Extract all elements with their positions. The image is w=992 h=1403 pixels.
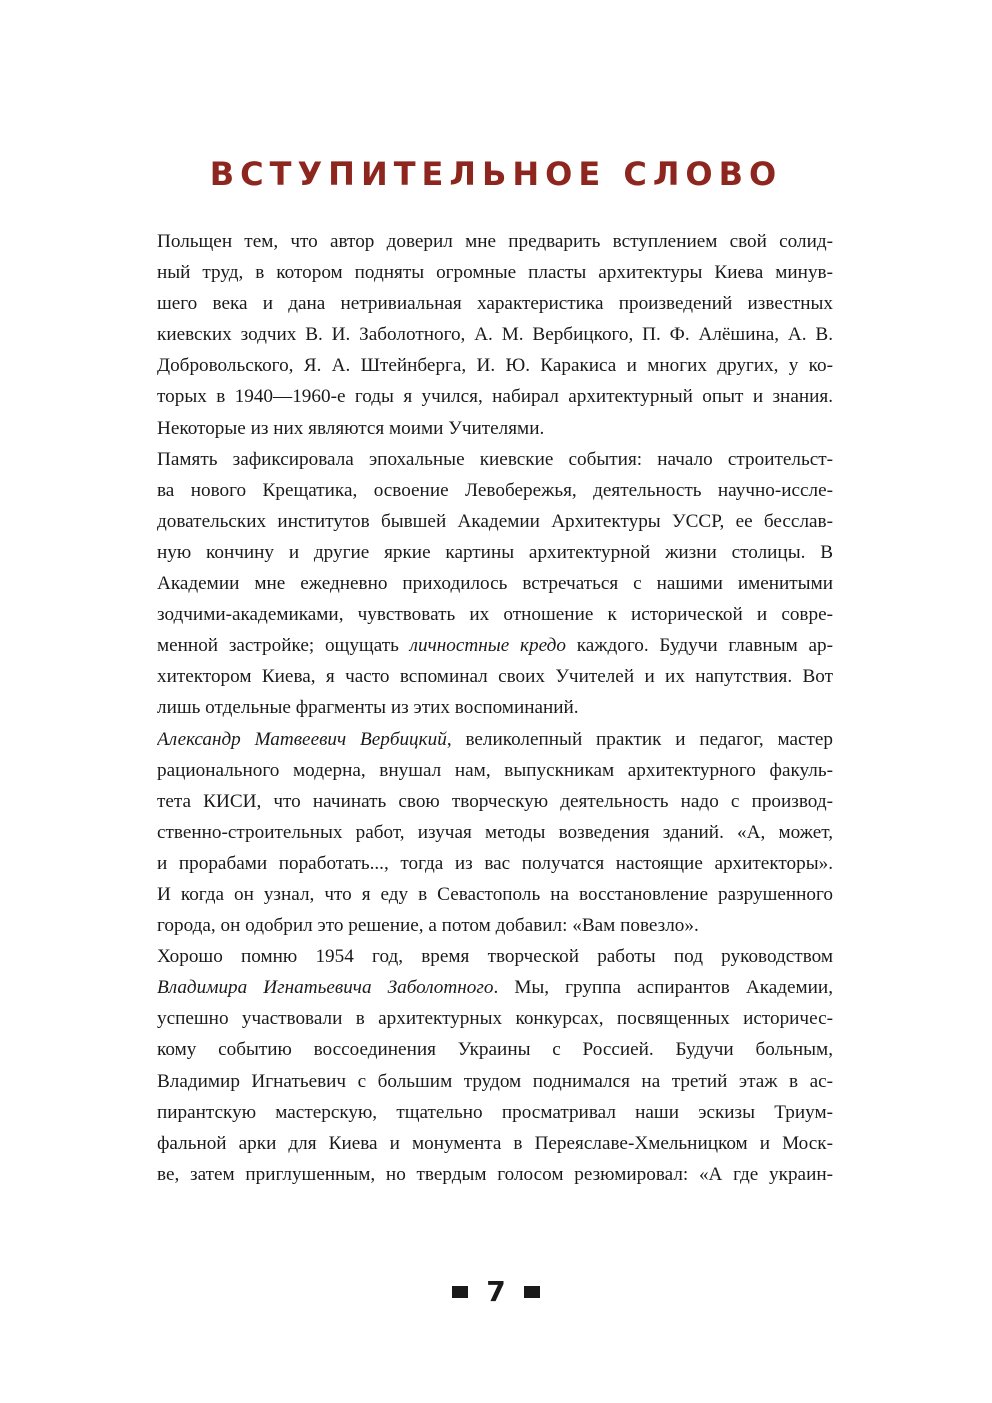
text-line bbox=[157, 1034, 833, 1065]
text-segment: успешно участвовали в архитектурных конкурсах, посвященных историчес- bbox=[157, 1008, 833, 1030]
text-line bbox=[157, 319, 833, 350]
text-segment: Некоторые из них являются моими Учителями. bbox=[157, 417, 545, 439]
text-line bbox=[157, 288, 833, 319]
text-segment: Хорошо помню 1954 год, время творческой работы под руководством bbox=[157, 946, 833, 968]
text-line bbox=[157, 941, 833, 972]
text-line bbox=[157, 257, 833, 288]
text-line bbox=[157, 817, 833, 848]
text-line bbox=[157, 755, 833, 786]
text-line bbox=[157, 599, 833, 630]
text-segment: . Мы, группа аспирантов Академии, bbox=[493, 977, 833, 999]
text-line bbox=[157, 910, 833, 941]
text-line bbox=[157, 537, 833, 568]
text-segment: пирантскую мастерскую, тщательно просматривал наши эскизы Триум- bbox=[157, 1101, 833, 1123]
footer-square-left bbox=[452, 1286, 468, 1298]
text-line bbox=[157, 1066, 833, 1097]
text-segment: рационального модерна, внушал нам, выпускникам архитектурного факуль- bbox=[157, 759, 833, 781]
text-segment: ве, затем приглушенным, но твердым голосом резюмировал: «А где украин- bbox=[157, 1163, 833, 1185]
text-segment: , великолепный практик и педагог, мастер bbox=[446, 728, 833, 750]
text-segment: города, он одобрил это решение, а потом добавил: «Вам повезло». bbox=[157, 915, 699, 937]
text-line bbox=[157, 786, 833, 817]
text-segment: хитектором Киева, я часто вспоминал своих Учителей и их напутствия. Вот bbox=[157, 666, 833, 688]
text-line bbox=[157, 848, 833, 879]
text-line bbox=[157, 1128, 833, 1159]
italic-text-segment: личностные кредо bbox=[409, 635, 566, 657]
text-line bbox=[157, 475, 833, 506]
text-segment: ственно-строительных работ, изучая методы возведения зданий. «А, может, bbox=[157, 821, 833, 843]
page-footer bbox=[0, 1272, 992, 1312]
text-line bbox=[157, 972, 833, 1003]
text-segment: лишь отдельные фрагменты из этих воспоминаний. bbox=[157, 697, 579, 719]
text-segment: тета КИСИ, что начинать свою творческую деятельность надо с производ- bbox=[157, 790, 833, 812]
text-line bbox=[157, 879, 833, 910]
text-line bbox=[157, 350, 833, 381]
text-line bbox=[157, 568, 833, 599]
text-segment: Память зафиксировала эпохальные киевские события: начало строительст- bbox=[157, 448, 833, 470]
text-line bbox=[157, 1159, 833, 1190]
text-segment: кому событию воссоединения Украины с Россией. Будучи больным, bbox=[157, 1039, 833, 1061]
text-segment: торых в 1940—1960-е годы я учился, набирал архитектурный опыт и знания. bbox=[157, 386, 833, 408]
text-segment: Владимир Игнатьевич с большим трудом поднимался на третий этаж в ас- bbox=[157, 1070, 833, 1092]
text-segment: менной застройке; ощущать bbox=[157, 635, 410, 657]
text-segment: Добровольского, Я. А. Штейнберга, И. Ю. Каракиса и многих других, у ко- bbox=[157, 355, 833, 377]
text-segment: фальной арки для Киева и монумента в Переяславе-Хмельницком и Моск- bbox=[157, 1132, 833, 1154]
text-line bbox=[157, 1097, 833, 1128]
text-segment: зодчими-академиками, чувствовать их отношение к исторической и совре- bbox=[157, 604, 833, 626]
text-line bbox=[157, 381, 833, 412]
page-title: ВСТУПИТЕЛЬНОЕ СЛОВО bbox=[209, 155, 783, 193]
text-segment: шего века и дана нетривиальная характеристика произведений известных bbox=[157, 293, 833, 315]
text-line bbox=[157, 226, 833, 257]
text-line bbox=[157, 1003, 833, 1034]
text-line bbox=[157, 661, 833, 692]
text-segment: Польщен тем, что автор доверил мне предварить вступлением свой солид- bbox=[157, 231, 833, 252]
text-segment: довательских институтов бывшей Академии Архитектуры УССР, ее бесслав- bbox=[157, 510, 833, 532]
text-line bbox=[157, 506, 833, 537]
footer-square-right bbox=[524, 1286, 540, 1298]
text-segment: И когда он узнал, что я еду в Севастополь на восстановление разрушенного bbox=[157, 883, 833, 905]
text-segment: и прорабами поработать..., тогда из вас получатся настоящие архитекторы». bbox=[157, 852, 833, 874]
italic-text-segment: Александр Матвеевич Вербицкий bbox=[157, 728, 447, 750]
text-line bbox=[157, 630, 833, 661]
text-segment: киевских зодчих В. И. Заболотного, А. М. Вербицкого, П. Ф. Алёшина, А. В. bbox=[157, 324, 833, 346]
page-number: 7 bbox=[486, 1275, 506, 1308]
text-line bbox=[157, 724, 833, 755]
text-segment: ный труд, в котором подняты огромные пласты архитектуры Киева минув- bbox=[157, 262, 833, 284]
text-line bbox=[157, 413, 833, 444]
italic-text-segment: Владимира Игнатьевича Заболотного bbox=[157, 977, 494, 999]
text-segment: ную кончину и другие яркие картины архитектурной жизни столицы. В bbox=[157, 541, 833, 563]
body-text bbox=[157, 226, 833, 1190]
text-segment: каждого. Будучи главным ар- bbox=[565, 635, 833, 657]
text-segment: ва нового Крещатика, освоение Левобережья, деятельность научно-иссле- bbox=[157, 479, 833, 501]
text-line bbox=[157, 692, 833, 723]
text-line bbox=[157, 444, 833, 475]
text-segment: Академии мне ежедневно приходилось встречаться с нашими именитыми bbox=[157, 573, 833, 595]
